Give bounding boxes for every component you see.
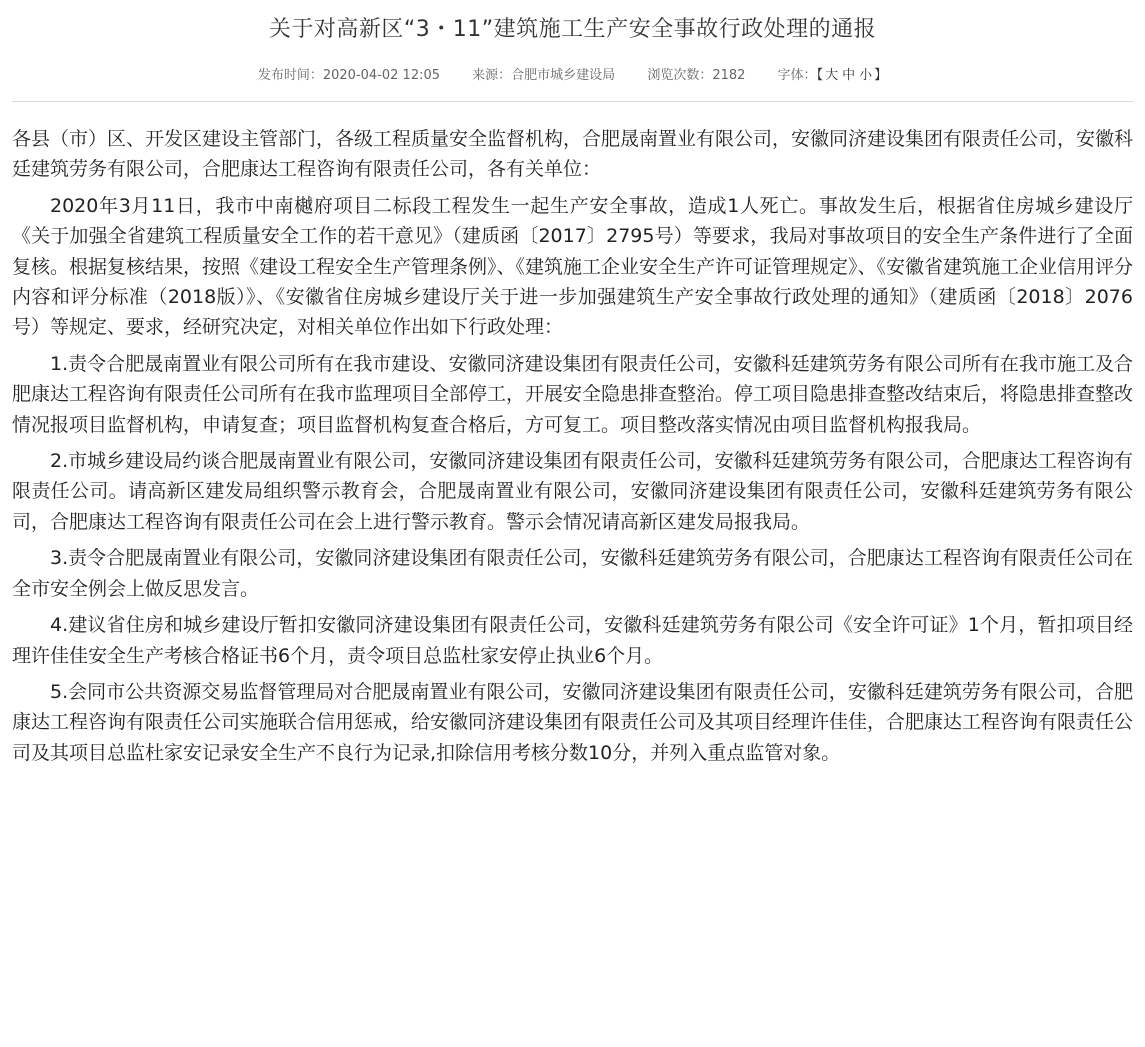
font-large-button[interactable]: 大 <box>825 68 839 83</box>
publish-time: 发布时间：2020-04-02 12:05 <box>257 68 441 83</box>
font-small-button[interactable]: 小 <box>859 68 873 83</box>
article-body <box>12 124 1133 774</box>
salutation: 各县（市）区、开发区建设主管部门，各级工程质量安全监督机构，合肥晟南置业有限公司，安徽同济建设集团有限责任公司，安徽科廷建筑劳务有限公司，合肥康达工程咨询有限责任公司，各有关单位： <box>12 128 1134 181</box>
font-size-label: 字体： <box>777 68 817 83</box>
body-paragraph: 3.责令合肥晟南置业有限公司，安徽同济建设集团有限责任公司，安徽科廷建筑劳务有限公司，合肥康达工程咨询有限责任公司在全市安全例会上做反思发言。 <box>12 547 1133 600</box>
font-medium-button[interactable]: 中 <box>842 68 856 83</box>
body-paragraph: 5.会同市公共资源交易监督管理局对合肥晟南置业有限公司，安徽同济建设集团有限责任公司，安徽科廷建筑劳务有限公司，合肥康达工程咨询有限责任公司实施联合信用惩戒，给安徽同济建设集团有限责任公司及其项目经理许佳佳，合肥康达工程咨询有限责任公司及其项目总监杜家安记录安全生产不良行为记录,扣除信用考核分数10分，并列入重点监管对象。 <box>12 680 1134 764</box>
body-paragraph: 2.市城乡建设局约谈合肥晟南置业有限公司，安徽同济建设集团有限责任公司，安徽科廷建筑劳务有限公司，合肥康达工程咨询有限责任公司。请高新区建发局组织警示教育会，合肥晟南置业有限公司，安徽同济建设集团有限责任公司，安徽科廷建筑劳务有限公司，合肥康达工程咨询有限责任公司在会上进行警示教育。警示会情况请高新区建发局报我局。 <box>12 450 1133 533</box>
article-title: 关于对高新区“3・11”建筑施工生产安全事故行政处理的通报 <box>268 17 877 42</box>
body-paragraph: 1.责令合肥晟南置业有限公司所有在我市建设、安徽同济建设集团有限责任公司，安徽科廷建筑劳务有限公司所有在我市施工及合肥康达工程咨询有限责任公司所有在我市监理项目全部停工，开展安全隐患排查整治。停工项目隐患排查整改结束后，将隐患排查整改情况报项目监督机构，申请复查；项目监督机构复查合格后，方可复工。项目整改落实情况由项目监督机构报我局。 <box>12 352 1134 436</box>
article-meta <box>0 66 1145 86</box>
source: 来源：合肥市城乡建设局 <box>472 68 616 83</box>
body-paragraph: 2020年3月11日，我市中南樾府项目二标段工程发生一起生产安全事故，造成1人死亡。事故发生后，根据省住房城乡建设厅《关于加强全省建筑工程质量安全工作的若干意见》（建质函〔2017〕2795号）等要求，我局对事故项目的安全生产条件进行了全面复核。根据复核结果，按照《建设工程安全生产管理条例》、《建筑施工企业安全生产许可证管理规定》、《安徽省建筑施工企业信用评分内容和评分标准（2018版）》、《安徽省住房城乡建设厅关于进一步加强建筑生产安全事故行政处理的通知》（建质函〔2018〕2076号）等规定、要求，经研究决定，对相关单位作出如下行政处理： <box>12 194 1134 339</box>
font-bracket-open: 【 <box>816 68 824 83</box>
title-divider <box>12 101 1133 102</box>
body-paragraph: 4.建议省住房和城乡建设厅暂扣安徽同济建设集团有限责任公司，安徽科廷建筑劳务有限公司《安全许可证》1个月，暂扣项目经理许佳佳安全生产考核合格证书6个月，责令项目总监杜家安停止执业6个月。 <box>12 614 1133 667</box>
view-count: 浏览次数：2182 <box>647 68 746 83</box>
font-bracket-close: 】 <box>874 68 888 83</box>
font-size-switch <box>778 68 888 83</box>
